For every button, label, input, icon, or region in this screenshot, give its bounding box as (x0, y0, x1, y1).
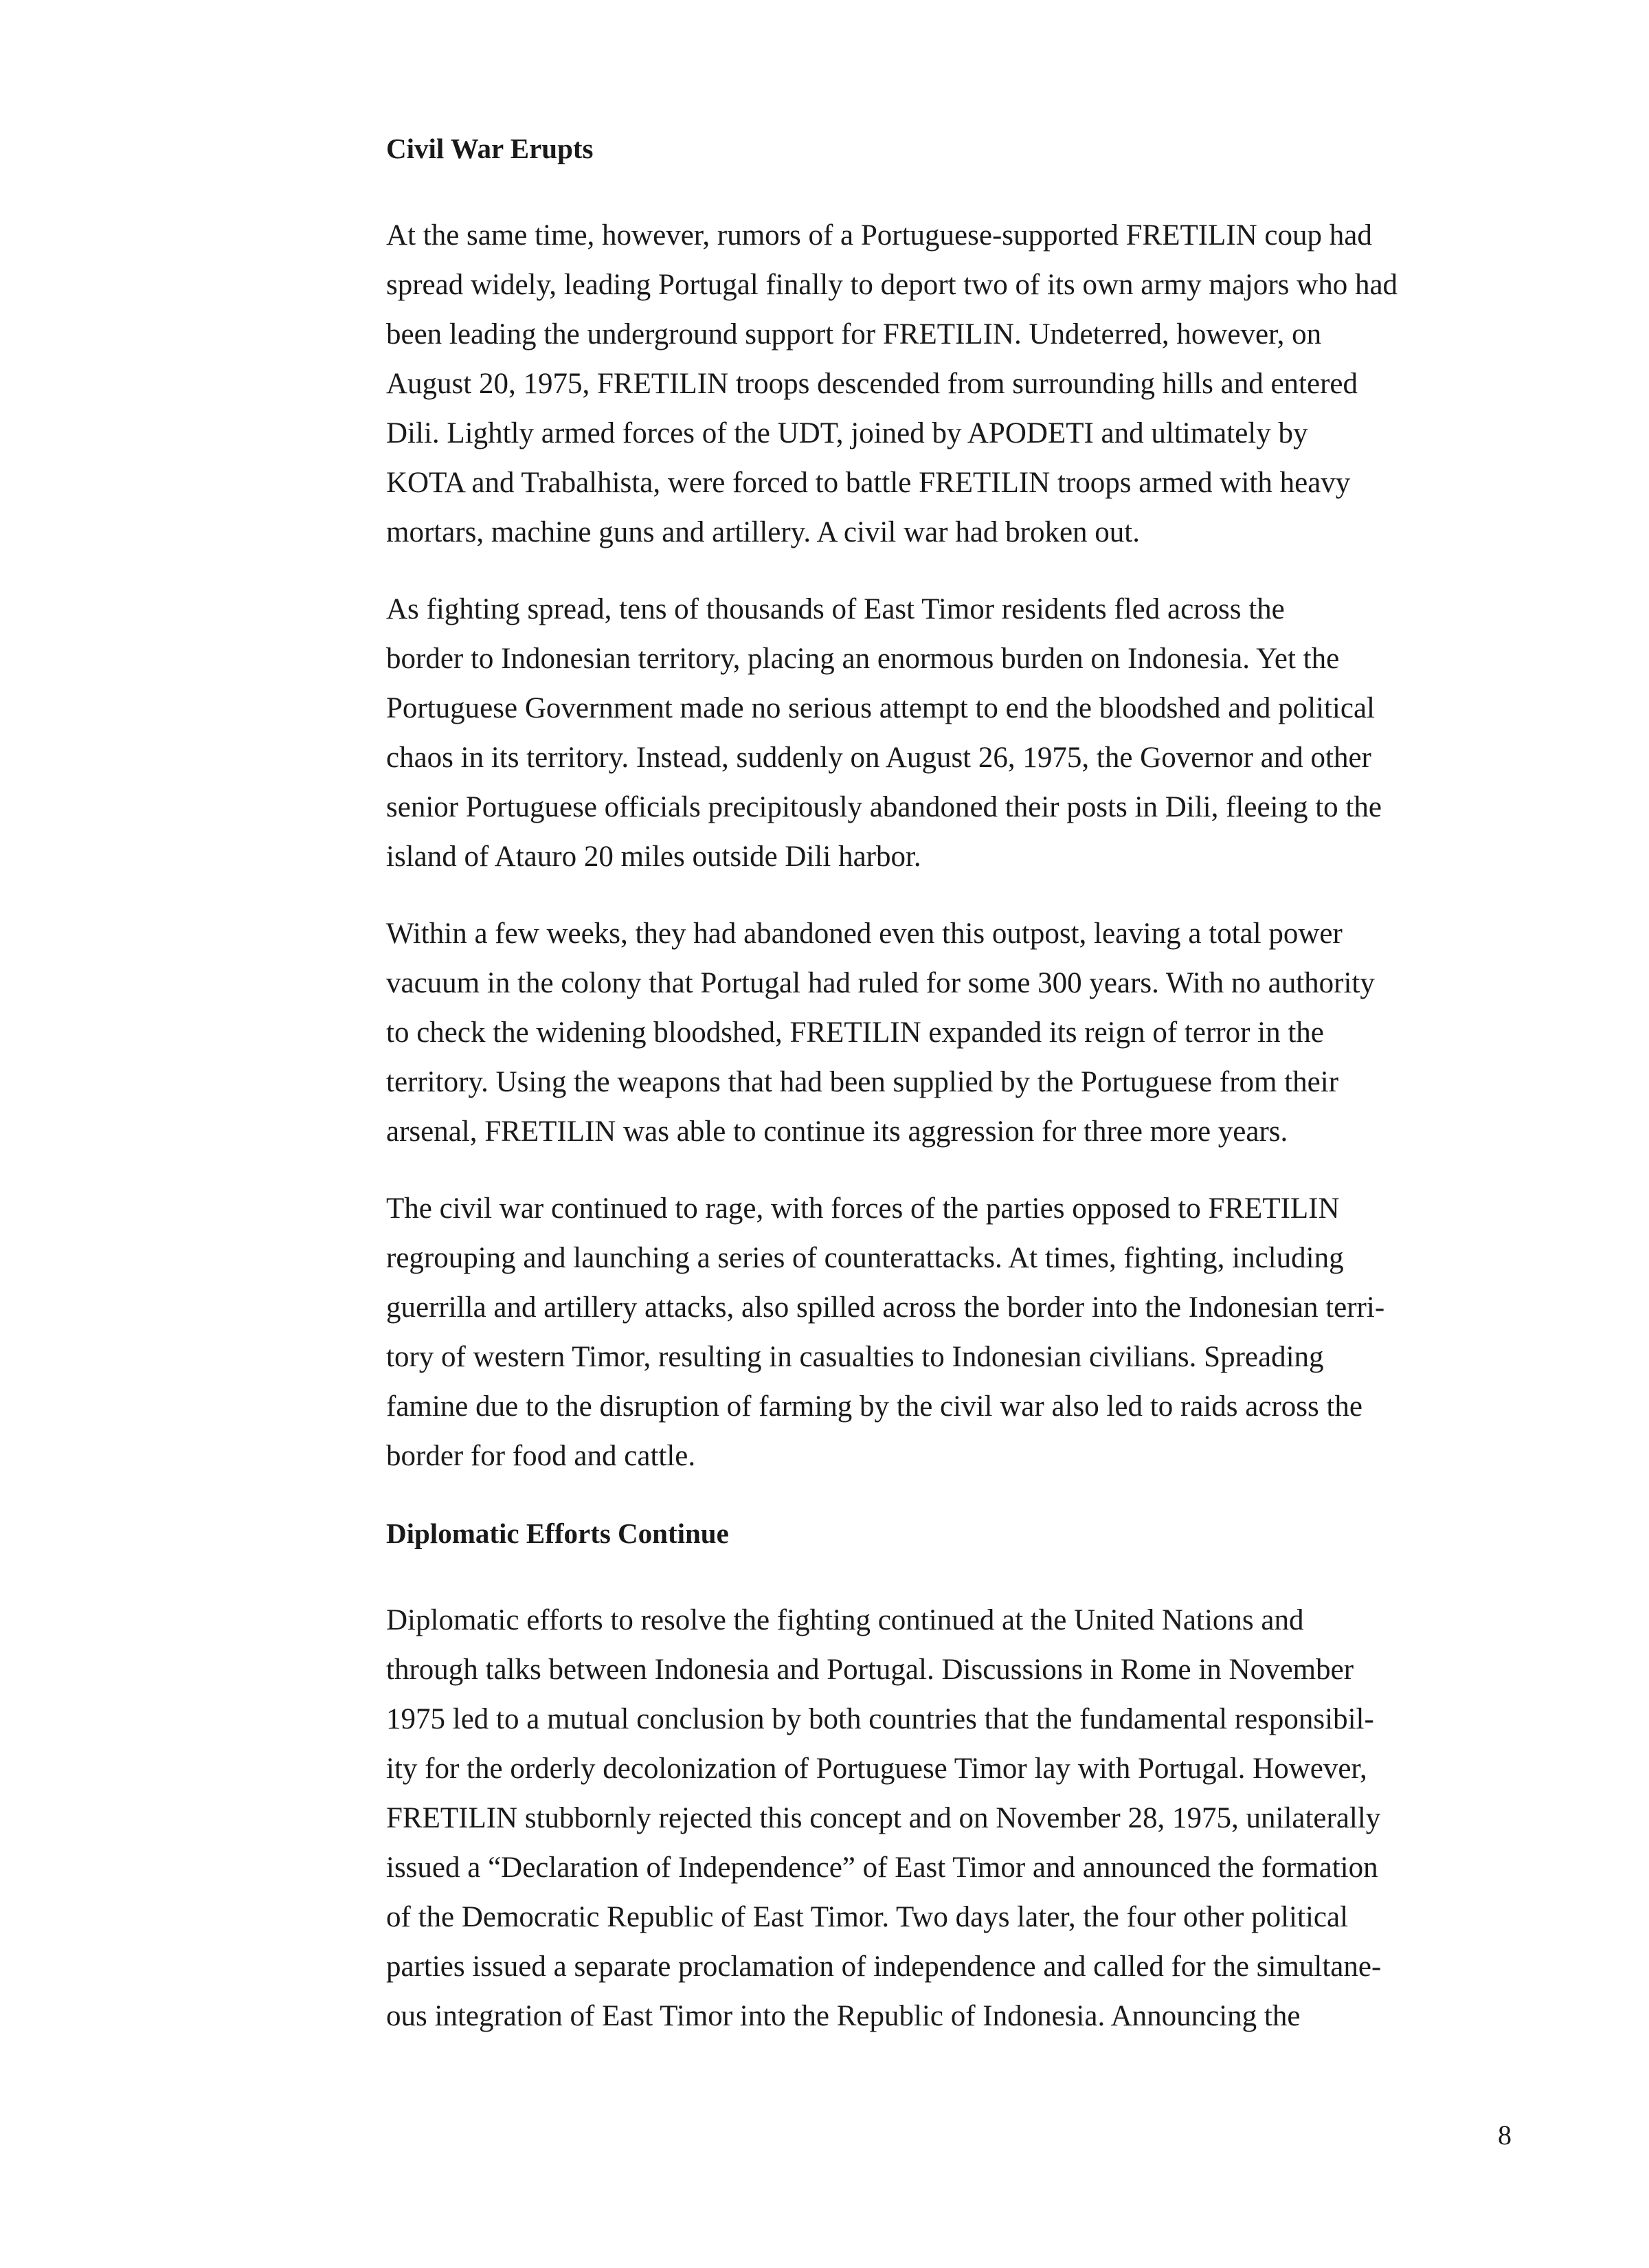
paragraph (386, 1184, 1534, 1481)
paragraph (386, 1596, 1534, 2041)
paragraph (386, 585, 1534, 882)
text-line: parties issued a separate proclamation of independence and called for the simultane- (386, 1950, 1382, 1983)
text-line: 1975 led to a mutual conclusion by both countries that the fundamental responsibil- (386, 1703, 1374, 1735)
text-line: Diplomatic efforts to resolve the fighting continued at the United Nations and (386, 1604, 1304, 1636)
text-line: of the Democratic Republic of East Timor. Two days later, the four other political (386, 1901, 1349, 1933)
paragraph (386, 211, 1534, 557)
text-line: border for food and cattle. (386, 1440, 696, 1472)
text-line: Dili. Lightly armed forces of the UDT, joined by APODETI and ultimately by (386, 417, 1308, 449)
text-line: territory. Using the weapons that had been supplied by the Portuguese from their (386, 1066, 1339, 1098)
section-heading: Diplomatic Efforts Continue (386, 1517, 729, 1549)
text-line: The civil war continued to rage, with forces of the parties opposed to FRETILIN (386, 1192, 1340, 1225)
paragraph (386, 909, 1534, 1157)
text-line: As fighting spread, tens of thousands of East Timor residents fled across the (386, 593, 1285, 625)
text-line: issued a “Declaration of Independence” of East Timor and announced the formation (386, 1852, 1378, 1884)
section-diplomatic-efforts (386, 1509, 1534, 2041)
text-line: FRETILIN stubbornly rejected this concept and on November 28, 1975, unilaterally (386, 1802, 1381, 1834)
text-line: island of Atauro 20 miles outside Dili harbor. (386, 841, 921, 873)
text-line: regrouping and launching a series of counterattacks. At times, fighting, including (386, 1242, 1344, 1274)
text-line: August 20, 1975, FRETILIN troops descended from surrounding hills and entered (386, 368, 1358, 400)
text-line: chaos in its territory. Instead, suddenly on August 26, 1975, the Governor and other (386, 742, 1371, 774)
text-line: guerrilla and artillery attacks, also spilled across the border into the Indonesian terri- (386, 1291, 1385, 1324)
text-line: mortars, machine guns and artillery. A civil war had broken out. (386, 516, 1141, 548)
text-line: arsenal, FRETILIN was able to continue its aggression for three more years. (386, 1115, 1288, 1148)
text-line: senior Portuguese officials precipitously abandoned their posts in Dili, fleeing to the (386, 791, 1382, 823)
section-heading: Civil War Erupts (386, 133, 594, 164)
text-line: Within a few weeks, they had abandoned even this outpost, leaving a total power (386, 918, 1343, 950)
text-line: to check the widening bloodshed, FRETILIN expanded its reign of terror in the (386, 1016, 1324, 1049)
text-line: tory of western Timor, resulting in casualties to Indonesian civilians. Spreading (386, 1341, 1324, 1373)
text-line: ous integration of East Timor into the Republic of Indonesia. Announcing the (386, 2000, 1301, 2032)
text-line: been leading the underground support for FRETILIN. Undeterred, however, on (386, 318, 1322, 351)
text-line: ity for the orderly decolonization of Portuguese Timor lay with Portugal. However, (386, 1753, 1367, 1785)
text-line: vacuum in the colony that Portugal had ruled for some 300 years. With no authority (386, 967, 1375, 999)
section-civil-war-erupts (386, 124, 1534, 1481)
text-line: famine due to the disruption of farming by the civil war also led to raids across the (386, 1390, 1363, 1423)
text-line: Portuguese Government made no serious attempt to end the bloodshed and political (386, 692, 1375, 724)
page-content (386, 124, 1534, 2069)
text-line: spread widely, leading Portugal finally to deport two of its own army majors who had (386, 269, 1398, 301)
text-line: border to Indonesian territory, placing an enormous burden on Indonesia. Yet the (386, 643, 1340, 675)
text-line: At the same time, however, rumors of a Portuguese-supported FRETILIN coup had (386, 219, 1372, 252)
text-line: through talks between Indonesia and Portugal. Discussions in Rome in November (386, 1654, 1354, 1686)
text-line: KOTA and Trabalhista, were forced to battle FRETILIN troops armed with heavy (386, 467, 1351, 499)
page-number: 8 (1498, 2120, 1512, 2150)
